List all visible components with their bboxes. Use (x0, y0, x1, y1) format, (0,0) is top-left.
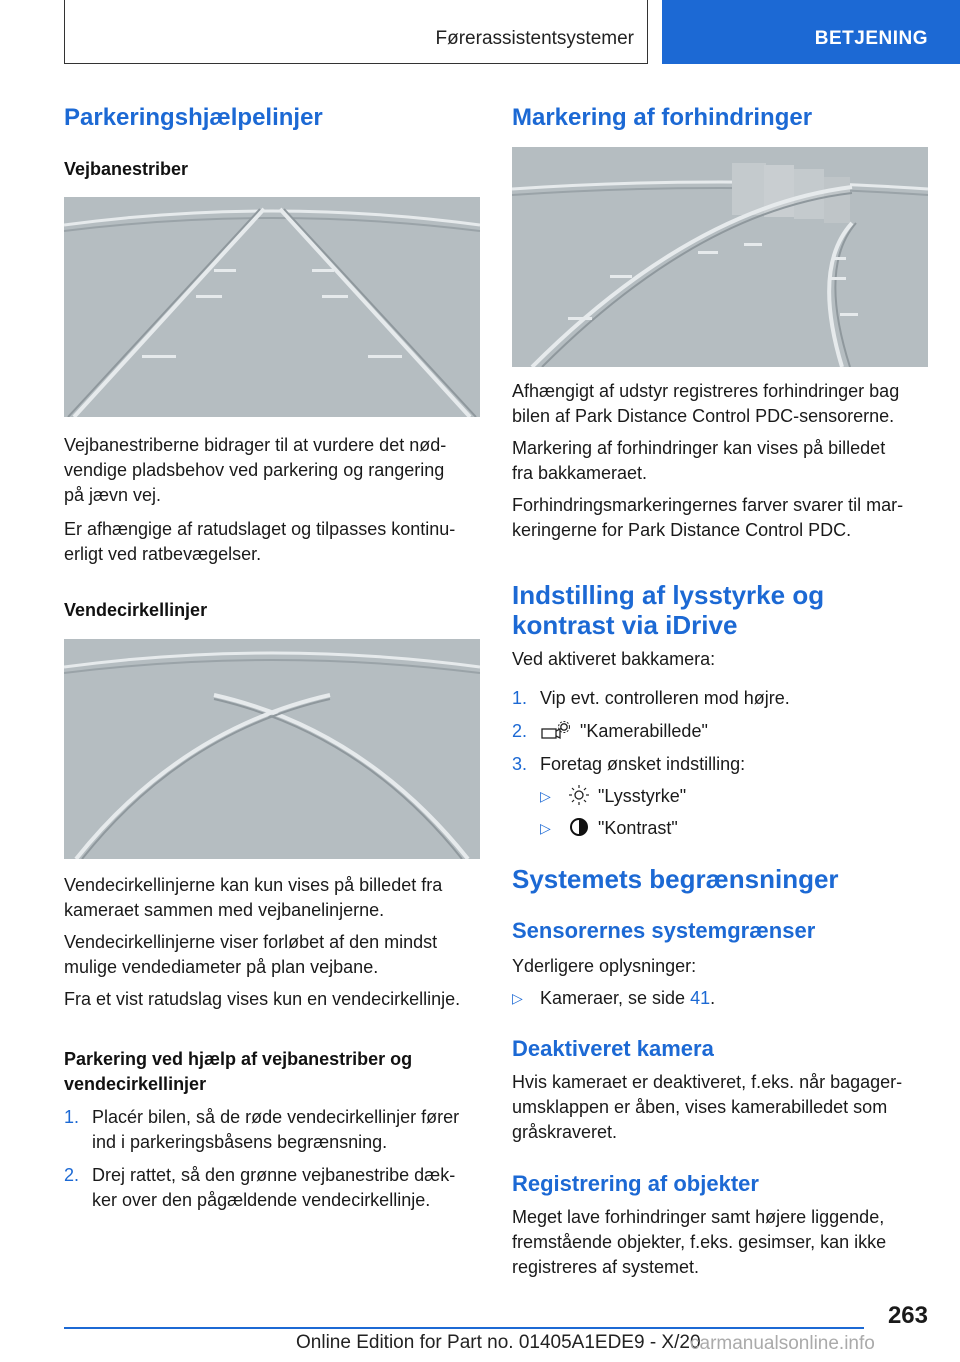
triangle-bullet-icon: ▷ (540, 788, 551, 804)
list-item (512, 719, 932, 752)
header-category-box (662, 0, 960, 64)
step-text: "Kamerabillede" (580, 721, 708, 741)
step-number: 1. (64, 1107, 80, 1127)
text-line: Placér bilen, så de røde vendecirkellinjer fører (92, 1107, 460, 1127)
list-item (512, 686, 932, 719)
step-number: 3. (512, 754, 528, 774)
text-line: kameraet sammen med vejbanelinjerne. (64, 900, 385, 920)
subheading-object-detection: Registrering af objekter (512, 1171, 759, 1196)
turning-lines-figure (64, 639, 480, 859)
step-text: Vip evt. controlleren mod højre. (540, 688, 790, 708)
section-title-parking-lines: Parkeringshjælpelinjer (64, 104, 323, 131)
section-title-obstacle-marking: Markering af forhindringer (512, 104, 813, 131)
reference-label: Kameraer, se side (540, 988, 691, 1008)
subheading-lane-lines: Vejbanestriber (64, 159, 189, 179)
text-line: ind i parkeringsbåsens begrænsning. (92, 1132, 388, 1152)
text-line: Afhængigt af udstyr registreres forhindringer bag (512, 381, 900, 401)
subheading-turning-lines: Vendecirkellinjer (64, 600, 208, 620)
obstacle-camera-text (512, 436, 932, 486)
text-line: ker over den pågældende vendecirkellinje. (92, 1190, 431, 1210)
list-item (512, 752, 932, 785)
obstacle-marking-figure (512, 147, 928, 367)
step-number: 2. (64, 1165, 80, 1185)
text-line: erligt ved ratbevægelser. (64, 544, 262, 564)
list-item (540, 784, 920, 816)
text-line: gråskraveret. (512, 1122, 618, 1142)
text-line: Er afhængige af ratudslaget og tilpasses kontinu- (64, 519, 456, 539)
text-line: fremstående objekter, f.eks. gesimser, kan ikke (512, 1232, 887, 1252)
text-line: vendige pladsbehov ved parkering og rangering (64, 460, 445, 480)
intro-text: Ved aktiveret bakkamera: (512, 649, 716, 669)
option-text: "Lysstyrke" (598, 786, 687, 806)
turning-lines-diameter (64, 930, 480, 980)
header-section-title: Førerassistentsystemer (435, 28, 634, 49)
reference-text (540, 986, 715, 1011)
header-category: BETJENING (814, 28, 928, 49)
lane-lines-description (64, 433, 480, 508)
triangle-bullet-icon: ▷ (512, 990, 523, 1006)
step-number: 2. (512, 721, 528, 741)
lane-lines-steering (64, 517, 480, 567)
text-line: umsklappen er åben, vises kamerabilledet som (512, 1097, 888, 1117)
text-line: Drej rattet, så den grønne vejbanestribe dæk- (92, 1165, 456, 1185)
subheading-parking-procedure (64, 1047, 480, 1097)
subheading-camera-deactivated: Deaktiveret kamera (512, 1036, 714, 1061)
section-title-brightness-contrast (512, 580, 932, 640)
text-line: Markering af forhindringer kan vises på billedet (512, 438, 886, 458)
text-line: på jævn vej. (64, 485, 162, 505)
text-line: keringerne for Park Distance Control PDC. (512, 520, 852, 540)
page-41-link[interactable]: 41 (690, 988, 711, 1008)
option-text: "Kontrast" (598, 818, 678, 838)
text-line: Indstilling af lysstyrke og (512, 580, 825, 610)
text-line: fra bakkameraet. (512, 463, 648, 483)
obstacle-colors-text (512, 493, 932, 543)
list-item (540, 816, 920, 848)
more-info-text: Yderligere oplysninger: (512, 956, 697, 976)
settings-steps-list (512, 686, 932, 785)
text-line: Vejbanestriberne bidrager til at vurdere det nød- (64, 435, 447, 455)
brightness-icon (568, 784, 598, 806)
list-item (64, 1105, 484, 1155)
text-line: vendecirkellinjer (64, 1074, 207, 1094)
settings-options-list (540, 784, 920, 848)
text-line: mulige vendediameter på plan vejbane. (64, 957, 379, 977)
text-line: Parkering ved hjælp af vejbanestriber og (64, 1049, 413, 1069)
subheading-sensor-limits: Sensorernes systemgrænser (512, 918, 816, 943)
text-line: kontrast via iDrive (512, 610, 738, 640)
text-line: Vendecirkellinjerne kan kun vises på billedet fra (64, 875, 443, 895)
text-line: bilen af Park Distance Control PDC-sensorerne. (512, 406, 895, 426)
text-line: Fra et vist ratudslag vises kun en vendecirkellinje. (64, 989, 461, 1009)
text-line: registreres af systemet. (512, 1257, 700, 1277)
lane-lines-figure (64, 197, 480, 417)
object-detection-text (512, 1205, 932, 1280)
text-line: Hvis kameraet er deaktiveret, f.eks. når bagager- (512, 1072, 903, 1092)
footer-divider (64, 1327, 864, 1329)
contrast-icon (568, 816, 598, 838)
reference-end: . (710, 988, 716, 1008)
turning-lines-single (64, 987, 484, 1012)
parking-steps-list (64, 1105, 484, 1213)
triangle-bullet-icon: ▷ (540, 820, 551, 836)
step-text: Foretag ønsket indstilling: (540, 754, 746, 774)
obstacle-description (512, 379, 932, 429)
turning-lines-description (64, 873, 480, 923)
list-item (64, 1163, 484, 1213)
list-item (512, 986, 715, 1011)
text-line: Vendecirkellinjerne viser forløbet af den mindst (64, 932, 438, 952)
camera-settings-icon (540, 719, 576, 741)
section-title-system-limits: Systemets begrænsninger (512, 864, 839, 894)
step-number: 1. (512, 688, 528, 708)
text-line: Forhindringsmarkeringernes farver svarer til mar- (512, 495, 904, 515)
footer-edition: Online Edition for Part no. 01405A1EDE9 - X/20 (296, 1332, 701, 1353)
camera-deactivated-text (512, 1070, 932, 1145)
watermark: carmanualsonline.info (690, 1333, 875, 1354)
page-number: 263 (887, 1302, 928, 1329)
text-line: Meget lave forhindringer samt højere liggende, (512, 1207, 885, 1227)
